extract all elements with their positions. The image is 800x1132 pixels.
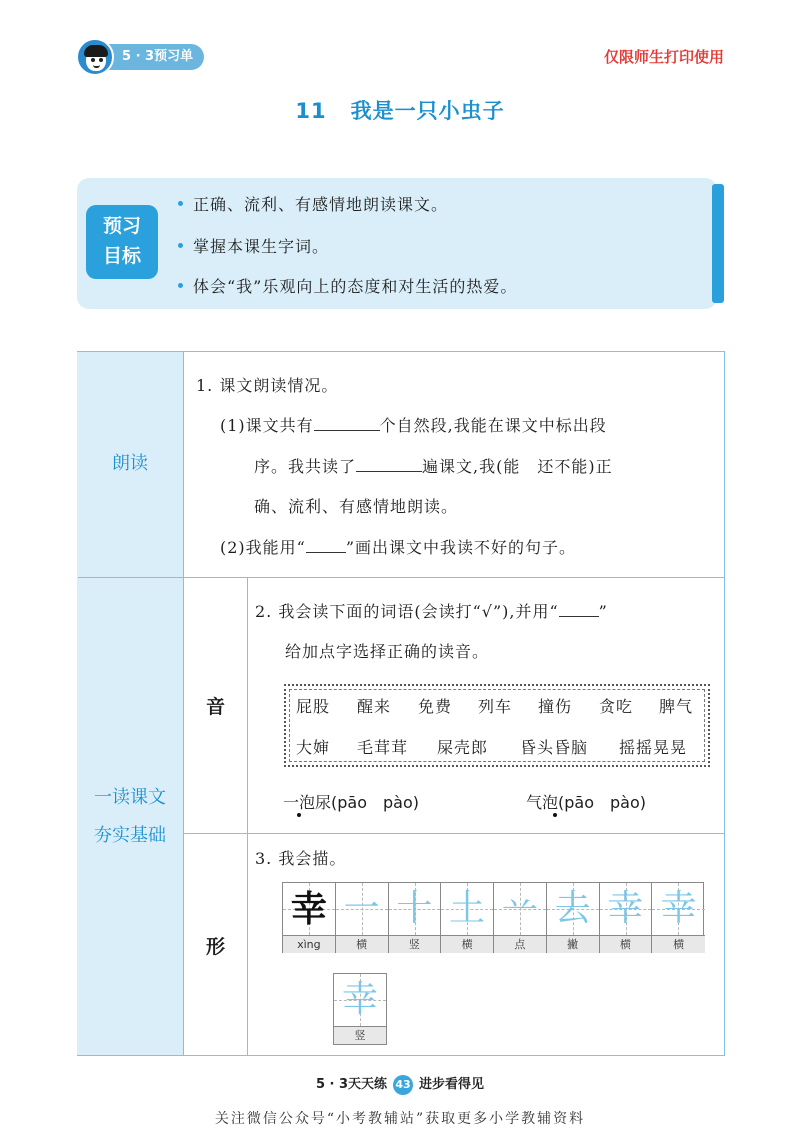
pinyin-choice-2 — [526, 790, 646, 813]
sound-label: 音 — [205, 696, 225, 718]
page-footer — [0, 1073, 800, 1095]
footer-left: 5 · 3天天练 — [315, 1077, 388, 1092]
stroke-cell[interactable] — [336, 883, 389, 935]
word-item[interactable]: 脾气 — [659, 697, 694, 716]
foundation-label-line1: 一读课文 — [94, 787, 166, 808]
stroke-cell[interactable] — [600, 883, 653, 935]
word-item[interactable]: 屎壳郎 — [437, 738, 489, 757]
text: (1)课文共有 — [220, 416, 314, 435]
stroke-char: 幸 — [290, 888, 327, 930]
row-divider — [78, 577, 724, 578]
answer-blank[interactable] — [314, 430, 380, 431]
stroke-cell[interactable] — [652, 883, 705, 935]
goals-badge — [86, 205, 158, 279]
question-1-2 — [220, 535, 576, 558]
reading-section-label: 朗读 — [112, 453, 148, 474]
row-divider — [184, 833, 724, 834]
stroke-char: 去 — [554, 888, 591, 929]
emphasis-dot-icon — [297, 813, 301, 817]
lesson-title — [0, 95, 800, 125]
page-number: 43 — [393, 1075, 413, 1095]
stroke-char: 幸 — [660, 888, 697, 929]
goal-text: 正确、流利、有感情地朗读课文。 — [193, 195, 449, 214]
text: ”画出课文中我读不好的句子。 — [345, 538, 577, 557]
word-item[interactable]: 摇摇晃晃 — [619, 738, 688, 757]
word-item[interactable]: 贪吃 — [599, 697, 634, 716]
word-text: 一泡尿 — [283, 793, 332, 812]
stroke-label: 横 — [600, 935, 653, 953]
goal-text: 体会“我”乐观向上的态度和对生活的热爱。 — [193, 277, 518, 296]
mascot-logo-icon — [76, 38, 114, 76]
pinyin-options[interactable]: (pāo pào) — [558, 793, 647, 812]
stroke-char: 幸 — [341, 979, 378, 1020]
goal-item — [178, 234, 329, 257]
word-item[interactable]: 醒来 — [357, 697, 392, 716]
bullet-icon — [178, 283, 183, 288]
footer-right: 进步看得见 — [419, 1077, 485, 1092]
goal-item — [178, 274, 517, 297]
question-2-line2: 给加点字选择正确的读音。 — [285, 642, 490, 661]
stroke-cell[interactable] — [441, 883, 494, 935]
word-item[interactable]: 大婶 — [296, 738, 331, 757]
brand-pill: 5 · 3预习单 — [94, 44, 204, 70]
word-item[interactable]: 免费 — [418, 697, 453, 716]
word-item[interactable]: 毛茸茸 — [357, 738, 409, 757]
goals-badge-line1: 预习 — [102, 215, 141, 237]
bullet-icon — [178, 201, 183, 206]
word-text: 气泡 — [526, 793, 559, 812]
question-3: 3. 我会描。 — [255, 849, 347, 868]
text: 2. 我会读下面的词语(会读打“√”),并用“ — [255, 602, 559, 621]
text: ” — [598, 602, 608, 621]
answer-blank[interactable] — [356, 471, 422, 472]
lesson-number: 11 — [295, 99, 327, 123]
question-1-1-line1 — [220, 413, 607, 436]
watermark: 关注微信公众号“小考教辅站”获取更多小学教辅资料 — [214, 1111, 586, 1127]
goals-side-bar — [712, 184, 724, 303]
answer-blank[interactable] — [559, 616, 599, 617]
text: 个自然段,我能在课文中标出段 — [379, 416, 607, 435]
emphasis-dot-icon — [553, 813, 557, 817]
word-item[interactable]: 撞伤 — [538, 697, 573, 716]
stroke-char: 土 — [449, 888, 486, 929]
usage-restriction: 仅限师生打印使用 — [603, 48, 724, 66]
goal-item — [178, 192, 448, 215]
stroke-label: 横 — [441, 935, 494, 953]
stroke-char: 幸 — [607, 888, 644, 929]
stroke-label: 点 — [494, 935, 547, 953]
stroke-char: 十 — [396, 888, 433, 929]
stroke-char: 一 — [343, 888, 380, 929]
final-stroke-cell[interactable] — [333, 973, 387, 1045]
stroke-char: 䒑 — [501, 888, 538, 929]
answer-blank[interactable] — [306, 552, 346, 553]
question-2-line1 — [255, 599, 608, 622]
lesson-name: 我是一只小虫子 — [350, 99, 505, 123]
shape-label: 形 — [205, 936, 225, 958]
question-1-title: 1. 课文朗读情况。 — [196, 376, 339, 395]
pinyin-options[interactable]: (pāo pào) — [331, 793, 420, 812]
sub-column-divider — [247, 578, 248, 1055]
stroke-label: 横 — [336, 935, 389, 953]
stroke-cell[interactable] — [547, 883, 600, 935]
bullet-icon — [178, 243, 183, 248]
foundation-label-line2: 夯实基础 — [94, 825, 166, 846]
stroke-cell[interactable] — [389, 883, 442, 935]
goals-badge-line2: 目标 — [102, 245, 141, 267]
goal-text: 掌握本课生字词。 — [193, 237, 330, 256]
stroke-order-grid — [282, 882, 704, 953]
question-1-1-line3: 确、流利、有感情地朗读。 — [254, 497, 459, 516]
stroke-cell — [334, 974, 386, 1026]
stroke-label: 竖 — [389, 935, 442, 953]
text: 遍课文,我(能 还不能)正 — [422, 457, 613, 476]
word-item[interactable]: 列车 — [478, 697, 513, 716]
stroke-label: 横 — [652, 935, 705, 953]
pinyin-choice-1 — [283, 790, 419, 813]
stroke-label: xìng — [283, 935, 336, 953]
word-item[interactable]: 屁股 — [296, 697, 331, 716]
stroke-label: 撇 — [547, 935, 600, 953]
text: 序。我共读了 — [254, 457, 357, 476]
stroke-cell — [283, 883, 336, 935]
word-item[interactable]: 昏头昏脑 — [520, 738, 589, 757]
stroke-cell[interactable] — [494, 883, 547, 935]
text: (2)我能用“ — [220, 538, 306, 557]
question-1-1-line2 — [254, 454, 613, 477]
stroke-label: 竖 — [334, 1026, 386, 1044]
